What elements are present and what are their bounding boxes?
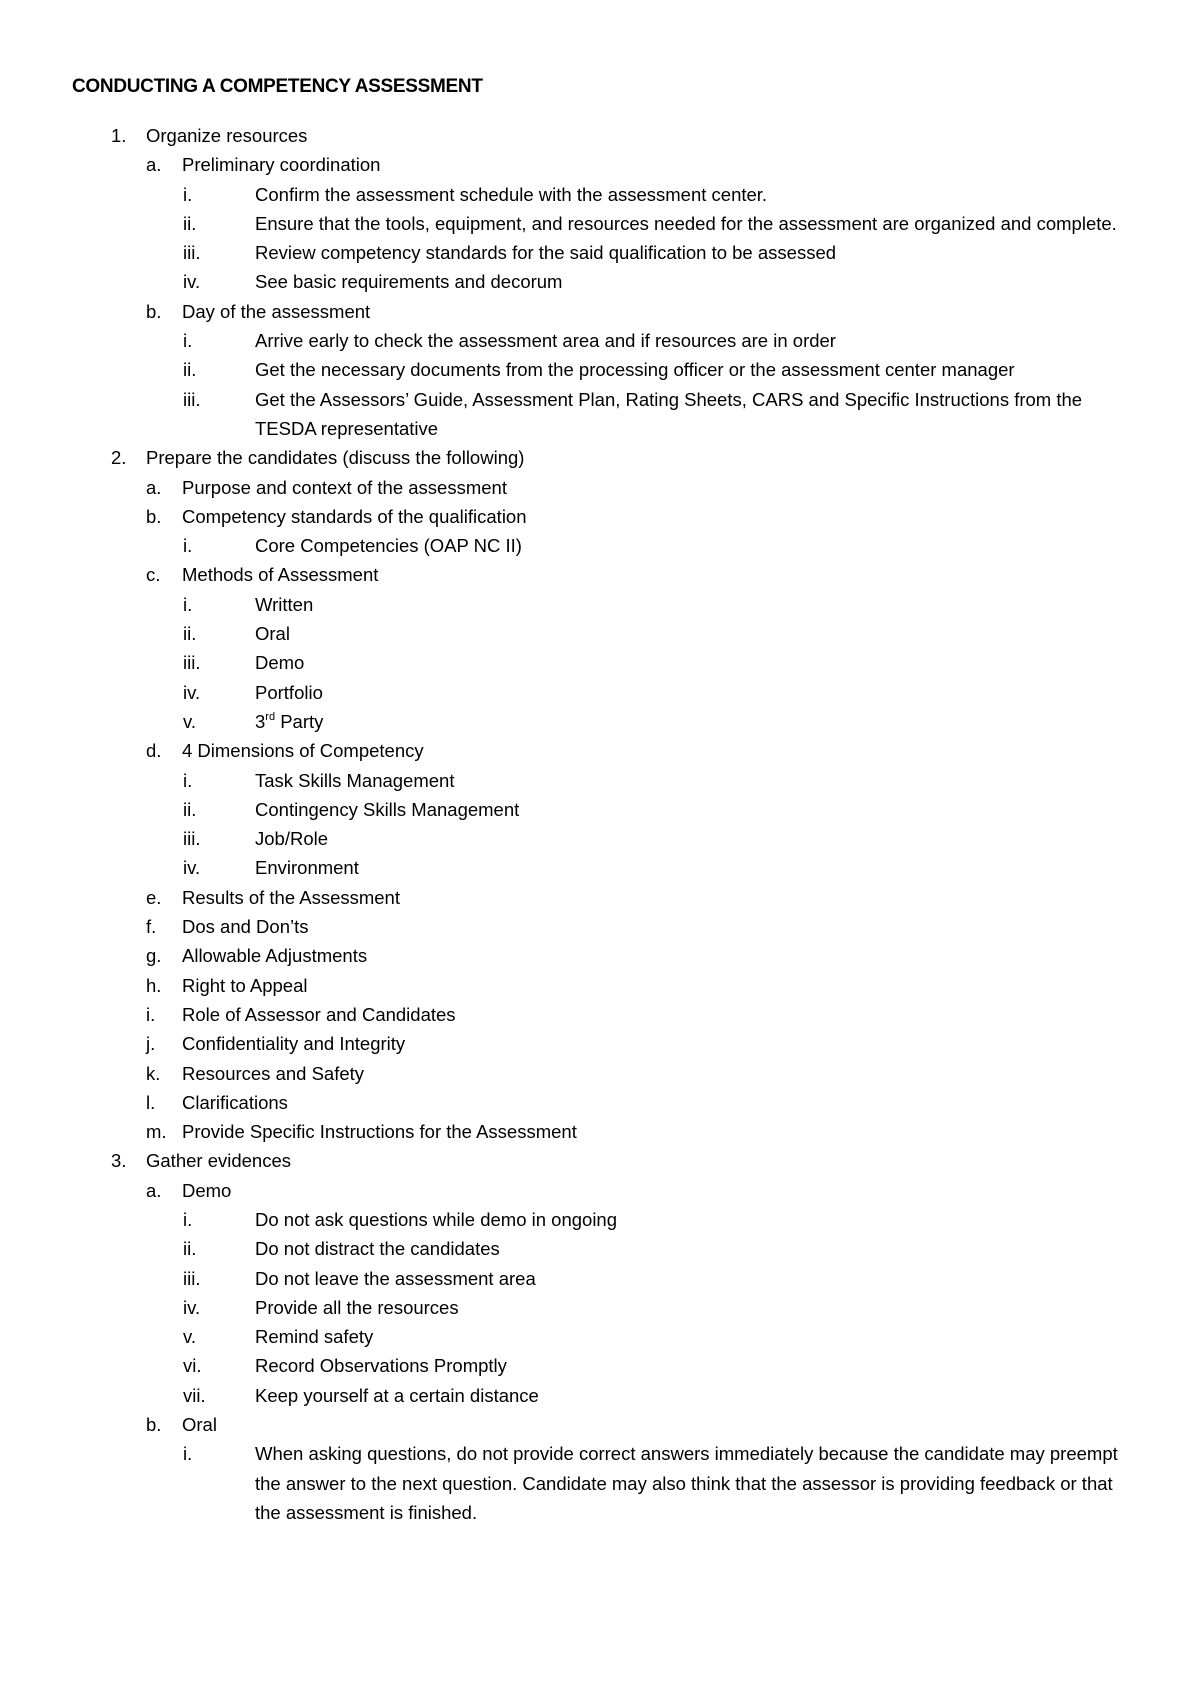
subsection-row [0, 150, 1200, 179]
section-text: Gather evidences [146, 1150, 292, 1172]
subsection-text: Purpose and context of the assessment [182, 476, 507, 498]
item-text: Contingency Skills Management [255, 798, 520, 820]
item-marker: iii. [183, 388, 201, 410]
section-row [0, 443, 1200, 472]
item-marker: ii. [183, 212, 197, 234]
item-row [0, 238, 1200, 267]
subsection-row [0, 502, 1200, 531]
section-marker: 2. [111, 447, 127, 469]
item-text: Ensure that the tools, equipment, and resources needed for the assessment are organized and complete. [255, 212, 1117, 234]
item-row [0, 648, 1200, 677]
item-text: Demo [255, 652, 305, 674]
item-text: Oral [255, 623, 290, 645]
item-text: See basic requirements and decorum [255, 271, 563, 293]
item-marker: ii. [183, 1238, 197, 1260]
item-text: Review competency standards for the said qualification to be assessed [255, 242, 837, 264]
subsection-marker: b. [146, 1414, 162, 1436]
subsection-marker: k. [146, 1062, 161, 1084]
item-row [0, 180, 1200, 209]
subsection-row [0, 912, 1200, 941]
subsection-text: Competency standards of the qualification [182, 505, 527, 527]
item-text: Get the necessary documents from the processing officer or the assessment center manager [255, 359, 1015, 381]
item-text [255, 707, 1130, 736]
item-marker: vi. [183, 1355, 202, 1377]
subsection-text: Allowable Adjustments [182, 945, 368, 967]
item-row [0, 619, 1200, 648]
item-marker: iv. [183, 1296, 201, 1318]
subsection-marker: c. [146, 564, 161, 586]
item-marker: ii. [183, 623, 197, 645]
item-row [0, 766, 1200, 795]
subsection-text: Oral [182, 1414, 217, 1436]
document-title: CONDUCTING A COMPETENCY ASSESSMENT [72, 76, 483, 97]
item-row [0, 678, 1200, 707]
section-marker: 1. [111, 125, 127, 146]
item-text: Portfolio [255, 681, 323, 703]
item-row [0, 326, 1200, 355]
subsection-row [0, 1176, 1200, 1205]
subsection-row [0, 941, 1200, 970]
item-text: Do not leave the assessment area [255, 1267, 536, 1289]
subsection-marker: b. [146, 300, 162, 322]
subsection-text: Confidentiality and Integrity [182, 1033, 406, 1055]
item-marker: iii. [183, 652, 201, 674]
subsection-text: Preliminary coordination [182, 154, 381, 176]
item-text: Get the Assessors’ Guide, Assessment Plan, Rating Sheets, CARS and Specific Instructions from the TESDA representative [255, 388, 1083, 439]
item-text: Do not distract the candidates [255, 1238, 500, 1260]
item-marker: i. [183, 769, 193, 791]
section-text: Prepare the candidates (discuss the following) [146, 447, 525, 469]
item-text: Do not ask questions while demo in ongoing [255, 1208, 618, 1230]
subsection-marker: f. [146, 916, 157, 938]
item-row [0, 1234, 1200, 1263]
item-text: Arrive early to check the assessment area and if resources are in order [255, 330, 836, 352]
subsection-marker: h. [146, 974, 162, 996]
item-marker: iv. [183, 681, 201, 703]
item-marker: iv. [183, 857, 201, 879]
item-row [0, 707, 1200, 736]
subsection-marker: e. [146, 886, 162, 908]
subsection-text: Provide Specific Instructions for the Assessment [182, 1121, 577, 1143]
item-row [0, 1264, 1200, 1293]
outline-list [0, 121, 1200, 1527]
subsection-text: 4 Dimensions of Competency [182, 740, 424, 762]
item-row [0, 531, 1200, 560]
item-marker: iii. [183, 828, 201, 850]
item-marker: v. [183, 1326, 197, 1348]
subsection-row [0, 1029, 1200, 1058]
subsection-marker: j. [146, 1033, 156, 1055]
subsection-row [0, 297, 1200, 326]
subsection-row [0, 1117, 1200, 1146]
subsection-row [0, 1410, 1200, 1439]
item-row [0, 1381, 1200, 1410]
subsection-marker: a. [146, 476, 162, 498]
item-text: Job/Role [255, 828, 329, 850]
subsection-row [0, 473, 1200, 502]
item-text: Core Competencies (OAP NC II) [255, 535, 522, 557]
item-marker: iv. [183, 271, 201, 293]
subsection-marker: a. [146, 154, 162, 176]
subsection-text: Demo [182, 1179, 232, 1201]
item-text: Keep yourself at a certain distance [255, 1384, 539, 1406]
subsection-text: Dos and Don’ts [182, 916, 309, 938]
item-row [0, 1322, 1200, 1351]
subsection-row [0, 736, 1200, 765]
item-text: Remind safety [255, 1326, 374, 1348]
item-text: Environment [255, 857, 359, 879]
item-marker: i. [183, 593, 193, 615]
item-text: Confirm the assessment schedule with the assessment center. [255, 183, 768, 205]
section-marker: 3. [111, 1150, 127, 1172]
subsection-text: Results of the Assessment [182, 886, 400, 908]
item-marker: iii. [183, 1267, 201, 1289]
item-text: Task Skills Management [255, 769, 455, 791]
section-text: Organize resources [146, 125, 308, 146]
subsection-marker: m. [146, 1121, 167, 1143]
subsection-text: Day of the assessment [182, 300, 371, 322]
subsection-marker: a. [146, 1179, 162, 1201]
item-row [0, 1351, 1200, 1380]
text-part: Party [275, 710, 324, 732]
subsection-marker: g. [146, 945, 162, 967]
item-text: Record Observations Promptly [255, 1355, 507, 1377]
subsection-text: Right to Appeal [182, 974, 308, 996]
item-marker: ii. [183, 359, 197, 381]
item-row [0, 209, 1200, 238]
item-marker: i. [183, 330, 193, 352]
item-text: Written [255, 593, 314, 615]
subsection-marker: i. [146, 1003, 156, 1025]
item-row [0, 1293, 1200, 1322]
item-marker: v. [183, 710, 197, 732]
subsection-row [0, 1059, 1200, 1088]
subsection-row [0, 560, 1200, 589]
item-row [0, 1205, 1200, 1234]
section-row [0, 1146, 1200, 1175]
item-text: When asking questions, do not provide correct answers immediately because the candidate may preempt the answer to the next question. Candidate may also think that the assessor is providing feedback or that the assessment is finished. [255, 1443, 1118, 1523]
subsection-row [0, 1000, 1200, 1029]
item-row [0, 853, 1200, 882]
text-part: 3 [255, 710, 266, 732]
subsection-row [0, 971, 1200, 1000]
subsection-text: Clarifications [182, 1091, 288, 1113]
item-marker: i. [183, 535, 193, 557]
superscript: rd [265, 710, 276, 723]
item-marker: ii. [183, 798, 197, 820]
item-marker: iii. [183, 242, 201, 264]
item-row [0, 795, 1200, 824]
item-marker: vii. [183, 1384, 206, 1406]
item-row [0, 355, 1200, 384]
item-marker: i. [183, 183, 193, 205]
subsection-text: Role of Assessor and Candidates [182, 1003, 456, 1025]
subsection-marker: d. [146, 740, 162, 762]
subsection-text: Methods of Assessment [182, 564, 379, 586]
subsection-row [0, 883, 1200, 912]
item-row [0, 267, 1200, 296]
subsection-row [0, 1088, 1200, 1117]
item-row [0, 1439, 1200, 1527]
item-row [0, 385, 1200, 444]
subsection-text: Resources and Safety [182, 1062, 365, 1084]
item-marker: i. [183, 1443, 193, 1465]
item-text: Provide all the resources [255, 1296, 459, 1318]
item-row [0, 590, 1200, 619]
item-row [0, 824, 1200, 853]
subsection-marker: b. [146, 505, 162, 527]
section-row [0, 121, 1200, 150]
subsection-marker: l. [146, 1091, 156, 1113]
item-marker: i. [183, 1208, 193, 1230]
